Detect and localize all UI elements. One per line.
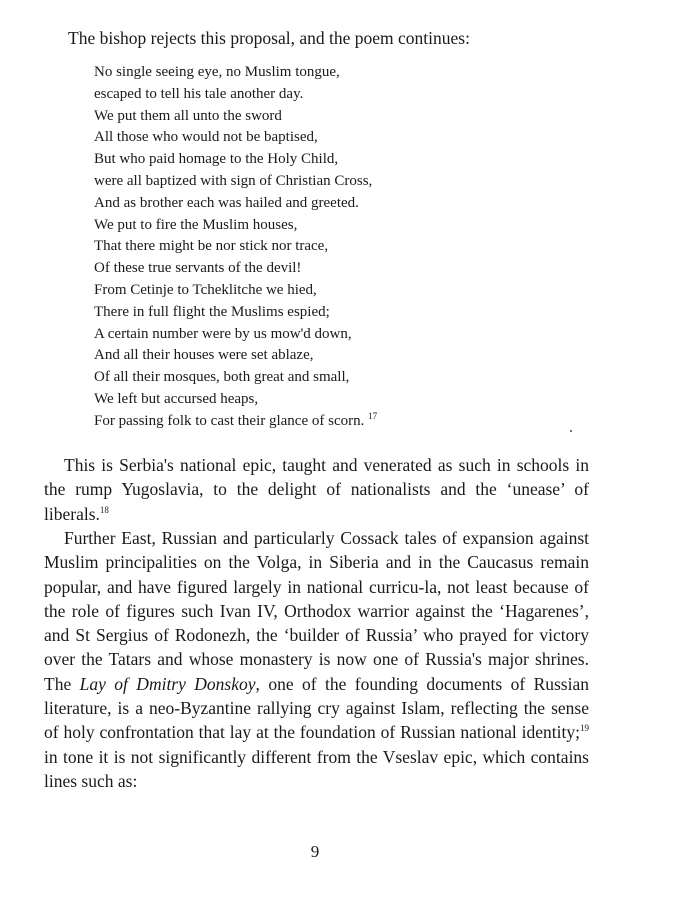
poem-line-text: were all baptized with sign of Christian Cross, xyxy=(94,172,373,189)
work-title: Lay of Dmitry Donskoy xyxy=(79,673,256,694)
poem-line-text: A certain number were by us mow'd down, xyxy=(94,325,352,342)
poem-line xyxy=(94,106,377,128)
paragraph-russian-tales xyxy=(44,526,589,793)
poem-line-text: We put them all unto the sword xyxy=(94,107,282,124)
footnote-marker: 19 xyxy=(580,723,589,734)
poem-line xyxy=(94,193,377,215)
poem-line xyxy=(94,389,377,411)
poem-line xyxy=(94,127,377,149)
footnote-marker: 17 xyxy=(368,410,378,421)
poem-line xyxy=(94,84,377,106)
poem-line-text: Of these true servants of the devil! xyxy=(94,260,302,277)
poem-line-text: And all their houses were set ablaze, xyxy=(94,347,314,364)
poem-line xyxy=(94,280,377,302)
poem-line-text: And as brother each was hailed and greeted. xyxy=(94,194,359,211)
poem-quotation xyxy=(94,62,377,433)
poem-line-text: There in full flight the Muslims espied; xyxy=(94,303,330,320)
page-number: 9 xyxy=(310,842,320,861)
scan-speck xyxy=(570,430,572,432)
footnote-marker: 18 xyxy=(99,504,109,515)
poem-line xyxy=(94,411,377,433)
poem-line-text: We put to fire the Muslim houses, xyxy=(94,216,298,233)
paragraph-text: in tone it is not significantly different from the Vseslav epic, which contains lines such as: xyxy=(44,746,589,791)
poem-line xyxy=(94,149,377,171)
intro-sentence: The bishop rejects this proposal, and the poem continues: xyxy=(68,28,470,48)
poem-line-text: From Cetinje to Tcheklitche we hied, xyxy=(94,281,317,298)
poem-line-text: No single seeing eye, no Muslim tongue, xyxy=(94,64,340,80)
poem-line-text: escaped to tell his tale another day. xyxy=(94,85,304,102)
poem-line xyxy=(94,62,377,84)
poem-line-text: For passing folk to cast their glance of scorn. xyxy=(94,412,365,429)
poem-line xyxy=(94,324,377,346)
poem-line-text: All those who would not be baptised, xyxy=(94,129,318,146)
poem-line-text: But who paid homage to the Holy Child, xyxy=(94,151,339,168)
paragraph-text: Further East, Russian and particularly Cossack tales of expansion against Muslim principalities on the Volga, in Siberia and in the Caucasus remain popular, and have figured largely in national curricu-la, not least because of the role of figures such Ivan IV, Orthodox warrior against the ‘Hagarenes’, and St Sergius of Rodonezh, the ‘builder of Russia’ who prayed for victory over the Tatars and whose monastery is now one of Russia's major shrines. The xyxy=(44,528,589,694)
poem-line-text: That there might be nor stick nor trace, xyxy=(94,238,329,255)
paragraph-text: This is Serbia's national epic, taught and venerated as such in schools in the rump Yugoslavia, to the delight of nationalists and the ‘unease’ of liberals. xyxy=(44,455,589,524)
poem-line xyxy=(94,345,377,367)
poem-line xyxy=(94,302,377,324)
paragraph-serbian-epic xyxy=(44,453,589,526)
poem-line xyxy=(94,236,377,258)
poem-line xyxy=(94,171,377,193)
poem-line xyxy=(94,258,377,280)
poem-line xyxy=(94,367,377,389)
poem-line-text: Of all their mosques, both great and small, xyxy=(94,369,350,386)
paragraph-text: , one of the founding documents of Russian literature, is a neo-Byzantine rallying cry against Islam, reflecting the sense of holy confrontation that lay at the foundation of Russian national identity; xyxy=(44,673,589,743)
poem-line-text: We left but accursed heaps, xyxy=(94,390,259,407)
poem-line xyxy=(94,215,377,237)
